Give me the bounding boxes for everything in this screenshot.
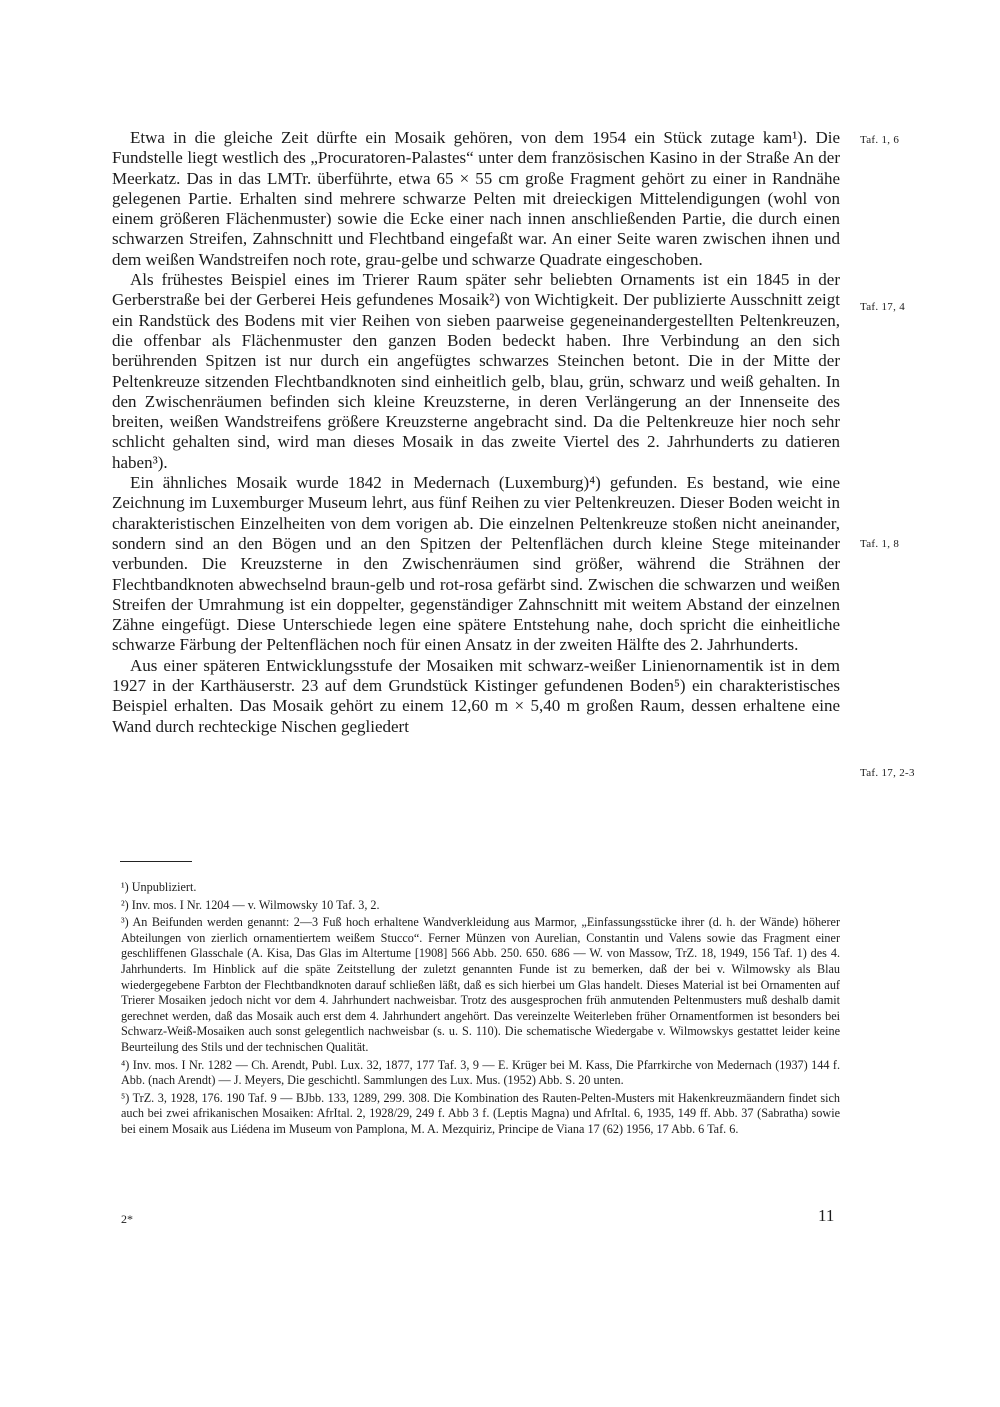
paragraph-3: Ein ähnliches Mosaik wurde 1842 in Medernach (Luxemburg)⁴) gefunden. Es bestand, wie eine Zeichnung im Luxemburger Museum lehrt, aus fünf Reihen zu vier Peltenkreuzen. Dieser Boden weicht in charakteristischen Einzelheiten von dem vorigen ab. Die einzelnen Peltenkreuze stoßen nicht aneinander, sondern sind an den Bögen und an den Spitzen der Peltenflächen durch kleine Stege miteinander verbunden. Die Kreuzsterne in den Zwischenräumen sind größer, während die Strähnen der Flechtbandknoten abwechselnd braun-gelb und rot-rosa gefärbt sind. Zwischen die schwarzen und weißen Streifen der Umrahmung ist ein doppelter, gegenständiger Zahnschnitt mit weitem Abstand der einzelnen Zähne eingefügt. Diese Unterschiede legen eine spätere Entstehung nahe, doch spricht die einheitliche schwarze Färbung der Peltenflächen noch für einen Ansatz in der zweiten Hälfte des 2. Jahrhunderts. bbox=[112, 473, 840, 655]
footnote-divider bbox=[120, 861, 192, 862]
footnote-2: ²) Inv. mos. I Nr. 1204 — v. Wilmowsky 10 Taf. 3, 2. bbox=[121, 897, 380, 912]
body-text bbox=[112, 128, 840, 737]
margin-note-plate-4: Taf. 17, 2-3 bbox=[860, 767, 915, 779]
footnote-4: ⁴) Inv. mos. I Nr. 1282 — Ch. Arendt, Publ. Lux. 32, 1877, 177 Taf. 3, 9 — E. Krüger bei M. Kass, Die Pfarrkirche von Medernach (1937) 144 f. Abb. (nach Arendt) — J. Meyers, Die geschichtl. Sammlungen des Lux. Mus. (1952) Abb. S. 20 unten. bbox=[121, 1057, 840, 1088]
signature-mark: 2* bbox=[121, 1212, 133, 1226]
paragraph-1: Etwa in die gleiche Zeit dürfte ein Mosaik gehören, von dem 1954 ein Stück zutage kam¹). Die Fundstelle liegt westlich des „Procuratoren-Palastes“ unter dem französischen Kasino in der Straße An der Meerkatz. Das in das LMTr. überführte, etwa 65 × 55 cm große Fragment gehört zu einer in Randnähe gelegenen Partie. Erhalten sind mehrere schwarze Pelten mit dreieckigen Mittelendigungen (wohl von einem größeren Flächenmuster) sowie die Ecke einer nach innen anschließenden Partie, die durch einen schwarzen Streifen, Zahnschnitt und Flechtband eingefaßt war. An einer Seite waren zwischen ihnen und dem weißen Wandstreifen noch rote, grau-gelbe und schwarze Quadrate eingeschoben. bbox=[112, 128, 840, 269]
paragraph-2: Als frühestes Beispiel eines im Trierer Raum später sehr beliebten Ornaments ist ein 1845 in der Gerberstraße bei der Gerberei Heis gefundenes Mosaik²) von Wichtigkeit. Der publizierte Ausschnitt zeigt ein Randstück des Bodens mit vier Reihen von sieben paarweise gegeneinandergestellten Peltenkreuzen, die offenbar als Flächenmuster den ganzen Boden bedeckt haben. Ihre Verbindung an den sich berührenden Spitzen ist nur durch ein angefügtes schwarzes Steinchen betont. Die in der Mitte der Peltenkreuze sitzenden Flechtbandknoten sind einheitlich gelb, blau, grün, schwarz und weiß gehalten. In den Zwischenräumen befinden sich kleine Kreuzsterne, in deren Verlängerung an der Innenseite des breiten, weißen Wandstreifens größere Kreuzsterne angebracht sind. Da die Peltenkreuze hier noch sehr schlicht gehalten sind, wird man dieses Mosaik in das zweite Viertel des 2. Jahrhunderts zu datieren haben³). bbox=[112, 270, 840, 472]
margin-note-plate-3: Taf. 1, 8 bbox=[860, 538, 900, 550]
paragraph-4: Aus einer späteren Entwicklungsstufe der Mosaiken mit schwarz-weißer Linienornamentik ist in dem 1927 in der Karthäuserstr. 23 auf dem Grundstück Kistinger gefundenen Boden⁵) ein charakteristisches Beispiel erhalten. Das Mosaik gehört zu einem 12,60 m × 5,40 m großen Raum, dessen erhaltene eine Wand durch rechteckige Nischen gegliedert bbox=[112, 655, 840, 736]
footnote-3: ³) An Beifunden werden genannt: 2—3 Fuß hoch erhaltene Wandverkleidung aus Marmor, „Einfassungsstücke ihrer (d. h. der Wände) höherer Abteilungen von zierlich ornamentiertem weißem Stucco“. Ferner Münzen von Aurelian, Constantin und Valens sowie das Fragment einer geschliffenen Glasschale (A. Kisa, Das Glas im Altertume [1908] 566 Abb. 250. 650. 686 — W. von Massow, TrZ. 18, 1949, 156 Taf. 1) des 4. Jahrhunderts. Im Hinblick auf die späte Zeitstellung der zuletzt genannten Funde ist zu bemerken, daß der bei v. Wilmowsky als Blau wiedergegebene Farbton der Flechtbandknoten darauf schließen läßt, daß es sich hierbei um Glas handelt. Dieses Material ist bei Ornamenten auf Trierer Mosaiken jedoch nicht vor dem 4. Jahrhundert nachweisbar. Trotz des ausgesprochen früh anmutenden Peltenmusters muß deshalb damit gerechnet werden, daß das Mosaik auch erst dem 4. Jahrhundert angehört. Das vereinzelte Weiterleben früher Ornamentformen ist besonders bei Schwarz-Weiß-Mosaiken auch sonst gelegentlich nachweisbar (s. u. S. 110). Die schematische Wiedergabe v. Wilmowskys gestattet leider keine Beurteilung des Stils und der technischen Qualität. bbox=[121, 915, 840, 1054]
page-number: 11 bbox=[818, 1206, 835, 1225]
margin-note-plate-2: Taf. 17, 4 bbox=[860, 301, 905, 313]
footnote-1: ¹) Unpubliziert. bbox=[121, 880, 197, 894]
footnote-5: ⁵) TrZ. 3, 1928, 176. 190 Taf. 9 — BJbb. 133, 1289, 299. 308. Die Kombination des Rauten-Pelten-Musters mit Hakenkreuzmäandern findet sich auch bei zwei afrikanischen Mosaiken: AfrItal. 2, 1928/29, 249 f. Abb 3 f. (Leptis Magna) und AfrItal. 6, 1935, 149 ff. Abb. 37 (Sabratha) sowie bei einem Mosaik aus Liédena im Museum von Pamplona, M. A. Mezquiriz, Principe de Viana 17 (62) 1956, 17 Abb. 6 Taf. 6. bbox=[121, 1090, 840, 1136]
margin-note-plate-1: Taf. 1, 6 bbox=[860, 134, 900, 146]
footnotes bbox=[112, 880, 840, 1140]
